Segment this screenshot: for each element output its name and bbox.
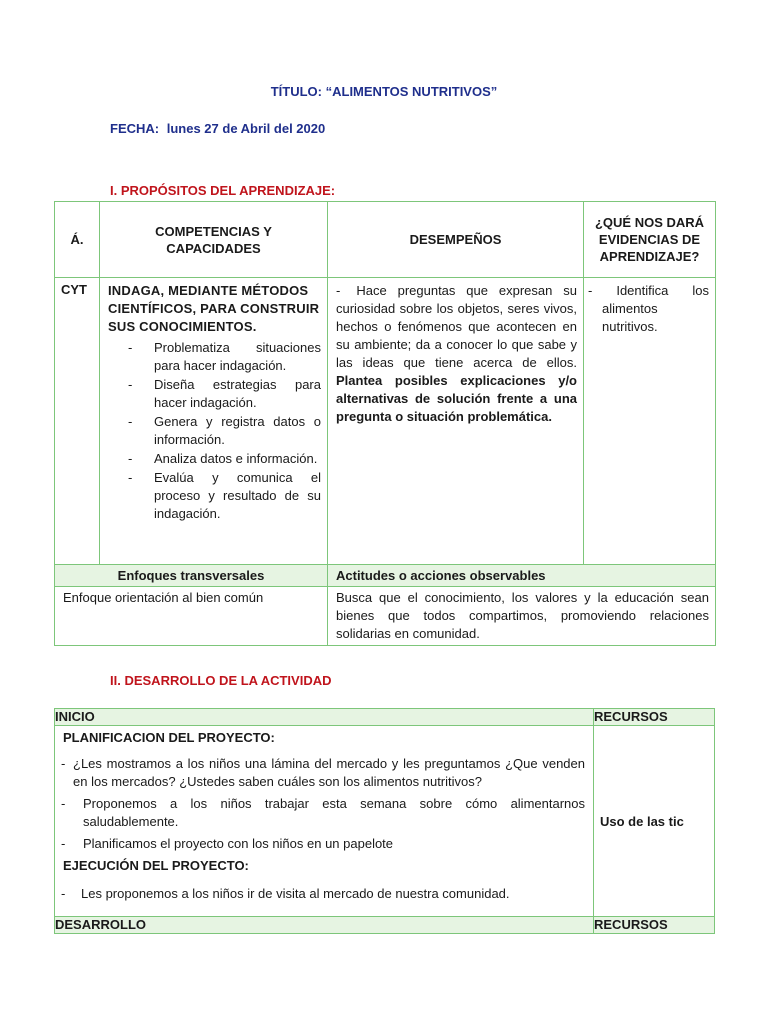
purposes-content-row: [55, 278, 716, 565]
planning-title: PLANIFICACION DEL PROYECTO:: [63, 730, 275, 745]
evidence-first-line: [588, 282, 709, 300]
execution-title: EJECUCIÓN DEL PROYECTO:: [63, 858, 249, 873]
capacity-item: - Analiza datos e información.: [108, 450, 321, 468]
resource-value: Uso de las tic: [594, 726, 715, 917]
evidence-rest: alimentos nutritivos.: [602, 301, 658, 334]
area-cell: CYT: [55, 278, 100, 565]
activity-table: [54, 708, 715, 934]
performance-text: Hace preguntas que expresan su curiosidad sobre los objetos, seres vivos, hechos o fenómenos que acontecen en su ambiente; da a conocer lo que sabe y las ideas que tiene acerca de ellos.: [336, 283, 577, 370]
evidence-word-1: Identifica: [616, 283, 669, 298]
page-title: TÍTULO: “ALIMENTOS NUTRITIVOS”: [270, 84, 498, 99]
capacity-item: - Diseña estrategias para hacer indagación.: [108, 376, 321, 412]
section-heading-activity: II. DESARROLLO DE LA ACTIVIDAD: [110, 673, 332, 688]
col-header-competencies: COMPETENCIAS Y CAPACIDADES: [100, 202, 328, 278]
development-label: DESARROLLO: [55, 917, 594, 934]
capacity-item: - Evalúa y comunica el proceso y resultado de su indagación.: [108, 469, 321, 523]
execution-item: - Les proponemos a los niños ir de visita al mercado de nuestra comunidad.: [61, 885, 585, 903]
development-header-row: [55, 917, 715, 934]
resources-label-2: RECURSOS: [594, 917, 715, 934]
col-header-area: Á.: [55, 202, 100, 278]
col-header-performance: DESEMPEÑOS: [328, 202, 584, 278]
approaches-header: Enfoques transversales: [55, 565, 328, 587]
performance-dash: -: [336, 283, 341, 298]
planning-item: - Proponemos a los niños trabajar esta semana sobre cómo alimentarnos saludablemente.: [61, 795, 585, 831]
resources-label: RECURSOS: [594, 709, 715, 726]
performance-cell: [328, 278, 584, 565]
date-line: [110, 121, 325, 136]
purposes-header-row: [55, 202, 716, 278]
section-heading-purposes: I. PROPÓSITOS DEL APRENDIZAJE:: [110, 183, 336, 198]
purposes-table: [54, 201, 716, 646]
attitude-cell: Busca que el conocimiento, los valores y la educación sean bienes que todos compartimos, promoviendo relaciones solidarias en comunidad.: [328, 587, 716, 646]
activity-header-row: [55, 709, 715, 726]
attitudes-header: Actitudes o acciones observables: [328, 565, 716, 587]
approach-cell: Enfoque orientación al bien común: [55, 587, 328, 646]
capacity-item: - Problematiza situaciones para hacer indagación.: [108, 339, 321, 375]
activity-body: [55, 726, 594, 917]
date-value: lunes 27 de Abril del 2020: [166, 121, 326, 136]
capacity-item: - Genera y registra datos o información.: [108, 413, 321, 449]
planning-item: - Planificamos el proyecto con los niños en un papelote: [61, 835, 585, 853]
planning-item: - ¿Les mostramos a los niños una lámina del mercado y les preguntamos ¿Que venden en los mercados? ¿Ustedes saben cuáles son los alimentos nutritivos?: [61, 755, 585, 791]
evidence-dash: -: [588, 283, 593, 298]
date-label: FECHA:: [110, 121, 160, 136]
start-label: INICIO: [55, 709, 594, 726]
col-header-evidence: ¿QUÉ NOS DARÁ EVIDENCIAS DE APRENDIZAJE?: [584, 202, 716, 278]
approaches-header-row: [55, 565, 716, 587]
activity-body-row: [55, 726, 715, 917]
performance-bold-text: Plantea posibles explicaciones y/o alternativas de solución frente a una pregunta o situación problemática.: [336, 373, 577, 424]
capacities-list: [108, 339, 321, 523]
competency-cell: [100, 278, 328, 565]
competency-title: INDAGA, MEDIANTE MÉTODOS CIENTÍFICOS, PARA CONSTRUIR SUS CONOCIMIENTOS.: [108, 283, 320, 334]
evidence-cell: [584, 278, 716, 565]
approaches-row: [55, 587, 716, 646]
evidence-word-2: los: [692, 283, 709, 298]
